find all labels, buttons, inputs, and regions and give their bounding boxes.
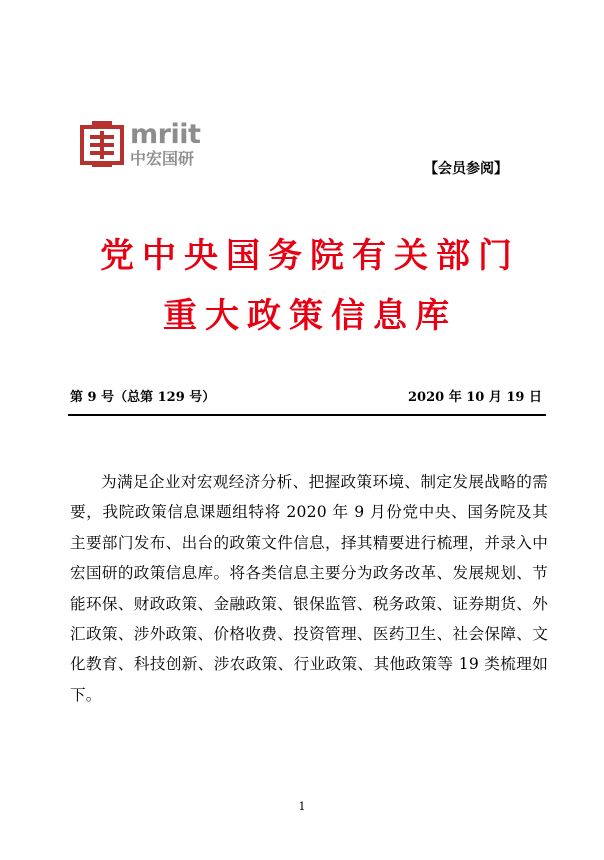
document-title-line-1: 党中央国务院有关部门 — [100, 236, 520, 276]
intro-paragraph: 为满足企业对宏观经济分析、把握政策环境、制定发展战略的需要，我院政策信息课题组特将 2020 年 9 月份党中央、国务院及其主要部门发布、出台的政策文件信息，择其精要进行梳理，并录入中宏国研的政策信息库。将各类信息主要分为政务改革、发展规划、节能环保、财政政策、金融政策、银保监管、税务政策、证券期货、外汇政策、涉外政策、价格收费、投资管理、医药卫生、社会保障、文化教育、科技创新、涉农政策、行业政策、其他政策等 19 类梳理如下。 — [70, 473, 548, 704]
document-title-line-2: 重大政策信息库 — [163, 296, 457, 336]
logo-text-cn: 中宏国研 — [130, 149, 195, 168]
header-divider — [68, 414, 546, 416]
member-reference-tag: 【会员参阅】 — [424, 161, 508, 177]
issue-number: 第 9 号（总第 129 号） — [70, 390, 216, 405]
page-number: 1 — [298, 800, 306, 813]
logo-text-en: mriit — [130, 119, 201, 150]
logo-mark-icon — [80, 121, 124, 167]
logo — [80, 121, 204, 169]
issue-date: 2020 年 10 月 19 日 — [408, 390, 542, 405]
